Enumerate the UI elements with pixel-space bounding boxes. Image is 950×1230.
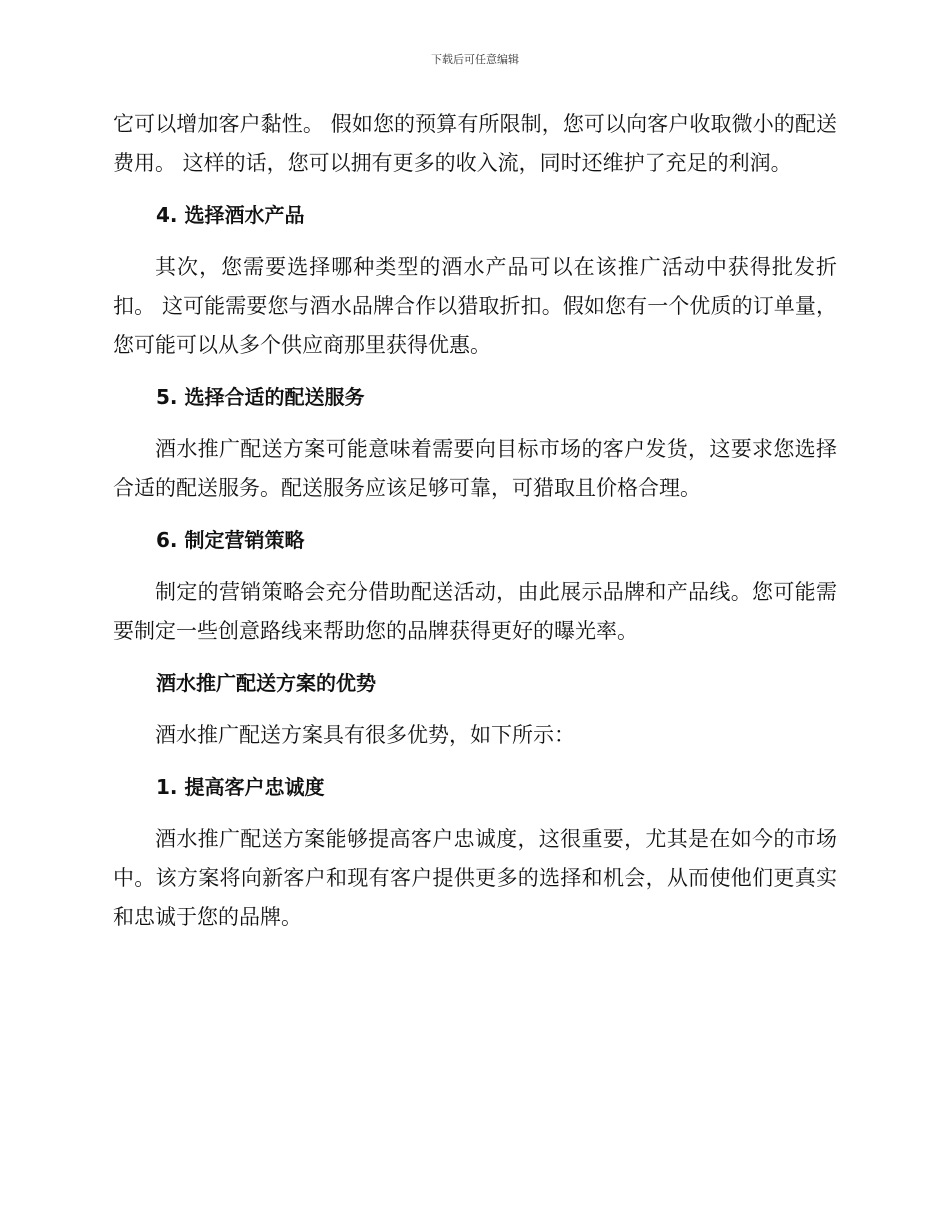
paragraph-choose-delivery: 酒水推广配送方案可能意味着需要向目标市场的客户发货，这要求您选择合适的配送服务。配送服务应该足够可靠，可猎取且价格合理。 — [113, 437, 837, 500]
paragraph-intro: 它可以增加客户黏性。 假如您的预算有所限制，您可以向客户收取微小的配送费用。 这样的话，您可以拥有更多的收入流，同时还维护了充足的利润。 — [113, 112, 837, 175]
heading-choose-products: 4. 选择酒水产品 — [156, 203, 305, 227]
paragraph-customer-loyalty: 酒水推广配送方案能够提高客户忠诚度，这很重要，尤其是在如今的市场中。该方案将向新客户和现有客户提供更多的选择和机会，从而使他们更真实和忠诚于您的品牌。 — [113, 827, 837, 929]
paragraph-marketing-strategy: 制定的营销策略会充分借助配送活动，由此展示品牌和产品线。您可能需要制定一些创意路线来帮助您的品牌获得更好的曝光率。 — [113, 580, 837, 643]
heading-advantages: 酒水推广配送方案的优势 — [156, 671, 376, 695]
document-body — [113, 105, 837, 950]
paragraph-choose-products: 其次，您需要选择哪种类型的酒水产品可以在该推广活动中获得批发折扣。 这可能需要您与酒水品牌合作以猎取折扣。假如您有一个优质的订单量，您可能可以从多个供应商那里获得优惠。 — [113, 255, 837, 357]
heading-customer-loyalty: 1. 提高客户忠诚度 — [156, 775, 325, 799]
page-header: 下载后可任意编辑 — [431, 53, 519, 66]
heading-marketing-strategy: 6. 制定营销策略 — [156, 528, 305, 552]
heading-choose-delivery: 5. 选择合适的配送服务 — [156, 385, 365, 409]
paragraph-advantages: 酒水推广配送方案具有很多优势，如下所示： — [155, 723, 575, 747]
